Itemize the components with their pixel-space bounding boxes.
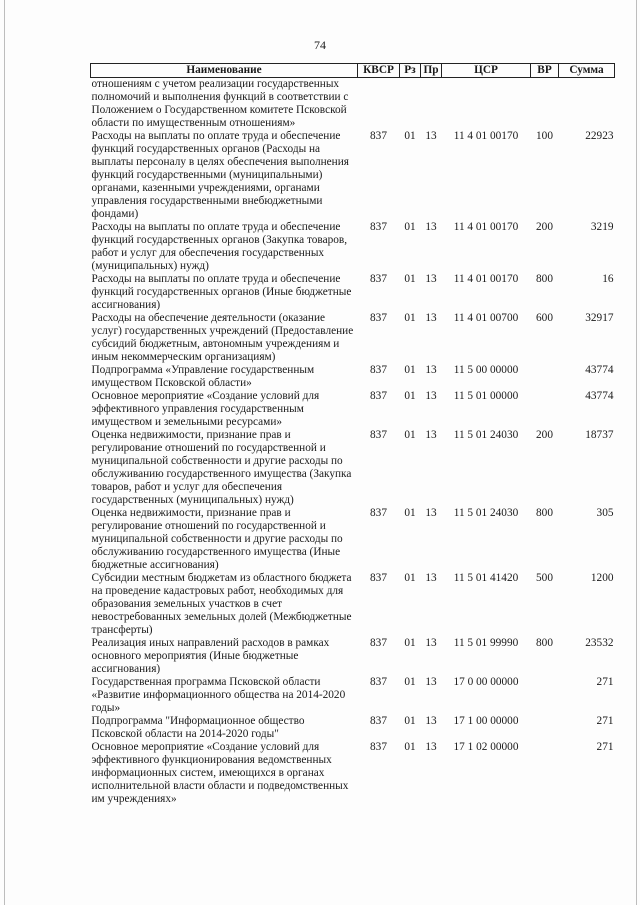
row-kvsr: 837 — [370, 364, 387, 376]
row-csr: 17 1 02 00000 — [453, 741, 519, 753]
table-body — [91, 78, 615, 807]
row-csr: 11 5 01 99990 — [453, 637, 519, 649]
page-number: 74 — [314, 38, 326, 52]
budget-table — [90, 63, 615, 806]
row-rz: 01 — [404, 221, 416, 233]
scan-edge-right — [636, 0, 637, 905]
row-vr: 100 — [536, 130, 553, 142]
row-csr — [442, 78, 531, 131]
row-rz: 01 — [404, 507, 416, 519]
row-name: Подпрограмма "Информационное общество Псковской области на 2014-2020 годы" — [91, 715, 305, 740]
row-csr: 11 5 00 00000 — [453, 364, 519, 376]
row-csr: 11 5 01 00000 — [453, 390, 519, 402]
row-name: отношениям с учетом реализации государственных полномочий и выполнения функций в соответствии с Положением о Государственном комитете Псковской области по имущественным отношениям» — [91, 78, 349, 129]
table-row — [91, 741, 615, 806]
row-pr: 13 — [425, 390, 437, 402]
row-rz: 01 — [404, 364, 416, 376]
row-name: Расходы на выплаты по оплате труда и обеспечение функций государственных органов (Закупка товаров, работ и услуг для обеспечения государственных (муниципальных) нужд) — [91, 221, 348, 272]
row-sum: 16 — [602, 273, 614, 285]
table-row — [91, 676, 615, 715]
row-rz: 01 — [404, 676, 416, 688]
table-row — [91, 507, 615, 572]
row-rz: 01 — [404, 312, 416, 324]
row-sum: 271 — [596, 715, 614, 727]
row-name: Расходы на обеспечение деятельности (оказание услуг) государственных учреждений (Предоставление субсидий бюджетным, автономным учреждениям и иным некоммерческим организациям) — [91, 312, 354, 363]
row-pr: 13 — [425, 676, 437, 688]
table-row — [91, 130, 615, 221]
table-row — [91, 78, 615, 131]
row-rz: 01 — [404, 637, 416, 649]
table-row — [91, 312, 615, 364]
header-vr: ВР — [531, 64, 559, 78]
table-row — [91, 715, 615, 741]
row-rz: 01 — [404, 273, 416, 285]
header-row — [91, 64, 615, 78]
row-pr: 13 — [425, 715, 437, 727]
row-rz: 01 — [404, 429, 416, 441]
row-sum: 305 — [596, 507, 614, 519]
row-rz: 01 — [404, 572, 416, 584]
header-kvsr: КВСР — [358, 64, 400, 78]
row-sum: 43774 — [585, 390, 614, 402]
row-pr: 13 — [425, 572, 437, 584]
row-sum: 271 — [596, 741, 614, 753]
row-vr — [531, 676, 559, 715]
row-name: Основное мероприятие «Создание условий для эффективного управления государственным имуществом и земельными ресурсами» — [91, 390, 320, 428]
row-sum: 1200 — [590, 572, 614, 584]
row-vr: 800 — [536, 507, 553, 519]
row-sum: 22923 — [585, 130, 614, 142]
table-row — [91, 364, 615, 390]
row-csr: 11 5 01 41420 — [453, 572, 519, 584]
row-vr: 500 — [536, 572, 553, 584]
row-sum: 18737 — [585, 429, 614, 441]
row-kvsr: 837 — [370, 676, 387, 688]
row-kvsr: 837 — [370, 741, 387, 753]
scan-edge-left — [4, 0, 5, 905]
row-rz — [400, 78, 421, 131]
row-vr — [531, 364, 559, 390]
table-row — [91, 429, 615, 507]
row-kvsr: 837 — [370, 637, 387, 649]
row-rz: 01 — [404, 390, 416, 402]
row-vr: 200 — [536, 429, 553, 441]
row-name: Оценка недвижимости, признание прав и регулирование отношений по государственной и муниципальной собственности и другие расходы по обслуживанию государственного имущества (Иные бюджетные ассигнования) — [91, 507, 343, 571]
row-pr: 13 — [425, 312, 437, 324]
row-kvsr: 837 — [370, 273, 387, 285]
header-sum: Сумма — [559, 64, 615, 78]
row-name: Подпрограмма «Управление государственным имуществом Псковской области» — [91, 364, 315, 389]
row-vr: 200 — [536, 221, 553, 233]
row-kvsr: 837 — [370, 715, 387, 727]
row-kvsr: 837 — [370, 507, 387, 519]
row-vr: 600 — [536, 312, 553, 324]
row-sum: 271 — [596, 676, 614, 688]
table-row — [91, 390, 615, 429]
row-csr: 17 0 00 00000 — [453, 676, 519, 688]
row-rz: 01 — [404, 741, 416, 753]
row-pr: 13 — [425, 221, 437, 233]
row-name: Основное мероприятие «Создание условий для эффективного функционирования ведомственных информационных систем, имеющихся в органах исполнительной власти области и подведомственных им учреждениях» — [91, 741, 349, 805]
row-vr — [531, 78, 559, 131]
row-pr: 13 — [425, 637, 437, 649]
table-row — [91, 572, 615, 637]
row-rz: 01 — [404, 715, 416, 727]
row-sum: 23532 — [585, 637, 614, 649]
row-name: Государственная программа Псковской области «Развитие информационного общества на 2014-2020 годы» — [91, 676, 346, 714]
row-vr — [531, 741, 559, 806]
row-kvsr: 837 — [370, 312, 387, 324]
row-name: Расходы на выплаты по оплате труда и обеспечение функций государственных органов (Иные бюджетные ассигнования) — [91, 273, 352, 311]
row-pr: 13 — [425, 429, 437, 441]
row-kvsr: 837 — [370, 390, 387, 402]
table-row — [91, 637, 615, 676]
row-pr: 13 — [425, 364, 437, 376]
row-name: Субсидии местным бюджетам из областного бюджета на проведение кадастровых работ, необходимых для образования земельных участков в счет невостребованных земельных долей (Межбюджетные трансферты) — [91, 572, 352, 636]
row-name: Расходы на выплаты по оплате труда и обеспечение функций государственных органов (Расходы на выплаты персоналу в целях обеспечения выполнения функций государственными (муниципальными) органами, казенными учреждениями, органами управления государственными внебюджетными фондами) — [91, 130, 349, 220]
row-name: Реализация иных направлений расходов в рамках основного мероприятия (Иные бюджетные ассигнования) — [91, 637, 330, 675]
table-row — [91, 273, 615, 312]
header-name: Наименование — [91, 64, 358, 78]
row-kvsr: 837 — [370, 221, 387, 233]
table-row — [91, 221, 615, 273]
table-header — [91, 64, 615, 78]
row-vr — [531, 390, 559, 429]
row-vr: 800 — [536, 273, 553, 285]
header-pr: Пр — [421, 64, 442, 78]
row-vr: 800 — [536, 637, 553, 649]
header-csr: ЦСР — [442, 64, 531, 78]
row-name: Оценка недвижимости, признание прав и регулирование отношений по государственной и муниципальной собственности и другие расходы по обслуживанию государственного имущества (Закупка товаров, работ и услуг для обеспечения государственных (муниципальных) нужд) — [91, 429, 352, 506]
row-csr: 11 5 01 24030 — [453, 507, 519, 519]
row-sum: 3219 — [590, 221, 614, 233]
row-csr: 17 1 00 00000 — [453, 715, 519, 727]
row-kvsr: 837 — [370, 130, 387, 142]
row-vr — [531, 715, 559, 741]
row-pr — [421, 78, 442, 131]
row-kvsr: 837 — [370, 429, 387, 441]
row-pr: 13 — [425, 507, 437, 519]
row-sum: 32917 — [585, 312, 614, 324]
row-kvsr: 837 — [370, 572, 387, 584]
row-pr: 13 — [425, 130, 437, 142]
row-csr: 11 4 01 00170 — [453, 273, 519, 285]
row-pr: 13 — [425, 741, 437, 753]
row-csr: 11 4 01 00170 — [453, 221, 519, 233]
header-rz: Рз — [400, 64, 421, 78]
row-csr: 11 5 01 24030 — [453, 429, 519, 441]
row-csr: 11 4 01 00170 — [453, 130, 519, 142]
row-sum — [559, 78, 615, 131]
row-pr: 13 — [425, 273, 437, 285]
row-rz: 01 — [404, 130, 416, 142]
row-sum: 43774 — [585, 364, 614, 376]
row-csr: 11 4 01 00700 — [453, 312, 519, 324]
row-kvsr — [358, 78, 400, 131]
